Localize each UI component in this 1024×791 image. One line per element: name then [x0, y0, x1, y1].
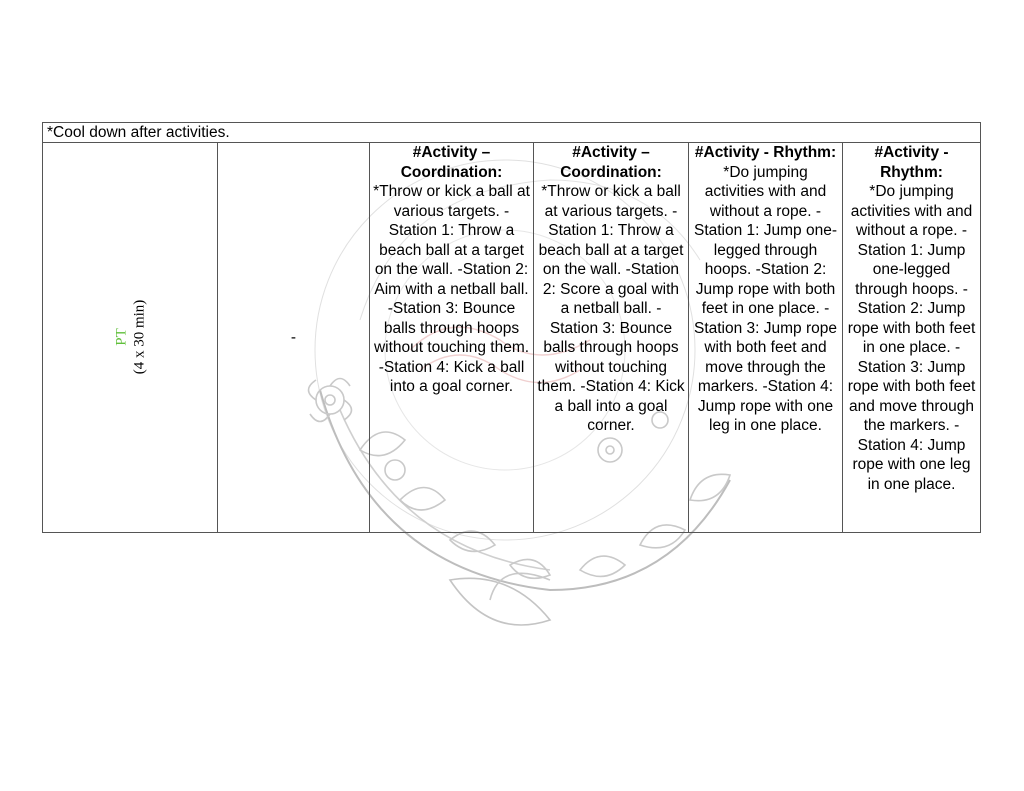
- note-row: [43, 123, 981, 143]
- activity-cell-4: [843, 143, 981, 533]
- activity-description: *Do jumping activities with and without a rope. -Station 1: Jump one-legged through hoops. -Station 2: Jump rope with both feet in one place. -Station 3: Jump rope with both feet and move through the markers. -Station 4: Jump rope with one leg in one place.: [693, 163, 838, 434]
- lesson-plan-table: [42, 122, 981, 533]
- empty-cell: -: [218, 143, 370, 533]
- activity-description: *Do jumping activities with and without a rope. -Station 1: Jump one-legged through hoops. -Station 2: Jump rope with both feet in one place. -Station 3: Jump rope with both feet and move through the markers. -Station 4: Jump rope with one leg in one place.: [847, 183, 976, 493]
- activity-title: #Activity – Coordination:: [560, 144, 662, 181]
- activity-cell-2: [534, 143, 689, 533]
- activity-cell-3: [689, 143, 843, 533]
- activity-description: *Throw or kick a ball at various targets. -Station 1: Throw a beach ball at a target on the wall. -Station 2: Aim with a netball ball. -Station 3: Bounce balls through hoops without touching them. -Station 4: Kick a ball into a goal corner.: [373, 183, 530, 395]
- activity-cell-1: [370, 143, 534, 533]
- subject-duration: (4 x 30 min): [130, 299, 147, 375]
- subject-name: PT: [112, 328, 129, 347]
- activity-title: #Activity – Coordination:: [400, 144, 503, 181]
- activity-row: [43, 143, 981, 533]
- cool-down-note: *Cool down after activities.: [43, 123, 981, 143]
- activity-description: *Throw or kick a ball at various targets. -Station 1: Throw a beach ball at a target on the wall. -Station 2: Score a goal with a netball ball. -Station 3: Bounce balls through hoops without touching them. -Station 4: Kick a ball into a goal corner.: [537, 183, 685, 434]
- subject-cell: [43, 143, 218, 533]
- activity-title: #Activity - Rhythm:: [694, 144, 837, 161]
- subject-label: [112, 300, 148, 375]
- activity-title: #Activity - Rhythm:: [874, 144, 949, 181]
